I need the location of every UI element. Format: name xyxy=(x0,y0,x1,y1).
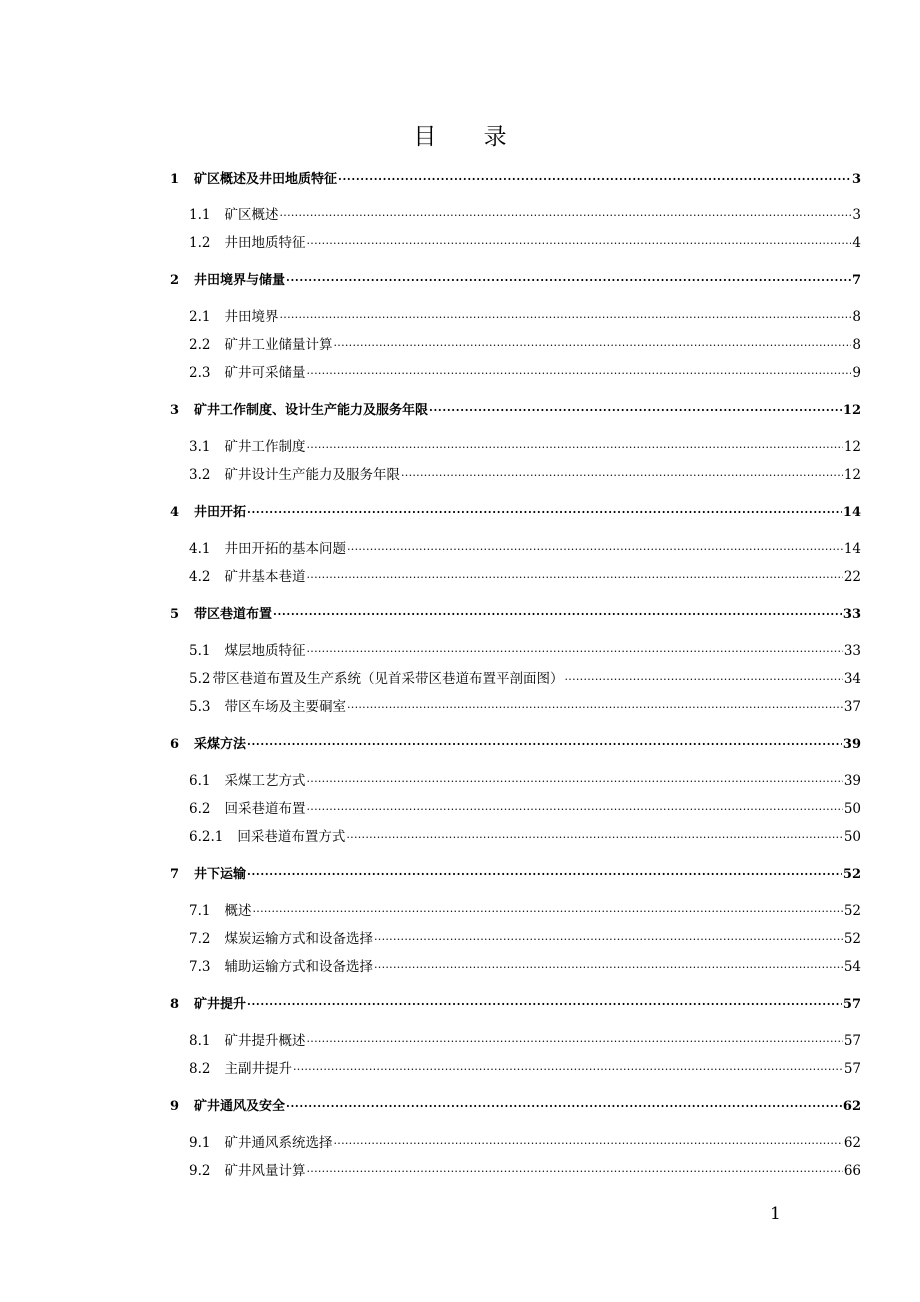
toc-entry-page: 12 xyxy=(843,467,861,483)
dot-leader xyxy=(279,206,851,220)
toc-entry-title: 矿井基本巷道 xyxy=(224,569,306,585)
toc-entry-title: 概述 xyxy=(224,903,252,919)
dot-leader xyxy=(306,772,842,786)
toc-entry-title: 矿井工作制度 xyxy=(224,439,306,455)
toc-entry-number: 1.1 xyxy=(189,207,211,223)
toc-entry-title: 主副井提升 xyxy=(224,1061,292,1077)
toc-entry-title: 矿井工业储量计算 xyxy=(224,337,333,353)
toc-section-entry[interactable] xyxy=(189,463,861,483)
dot-leader xyxy=(346,828,842,842)
dot-leader xyxy=(306,1162,842,1176)
dot-leader xyxy=(247,865,842,878)
toc-section-entry[interactable] xyxy=(189,435,861,455)
dot-leader xyxy=(306,364,851,378)
toc-entry-title: 采煤方法 xyxy=(194,737,247,752)
toc-section-entry[interactable] xyxy=(189,361,861,381)
toc-chapter-entry[interactable] xyxy=(170,168,861,187)
toc-entry-number: 5 xyxy=(170,607,180,622)
dot-leader xyxy=(286,271,851,284)
toc-section-entry[interactable] xyxy=(189,1029,861,1049)
toc-entry-page: 8 xyxy=(852,337,861,353)
toc-entry-number: 4 xyxy=(170,505,180,520)
toc-entry-page: 8 xyxy=(852,309,861,325)
dot-leader xyxy=(374,930,843,944)
toc-entry-number: 5.3 xyxy=(189,699,211,715)
toc-entry-number: 8.2 xyxy=(189,1061,211,1077)
toc-entry-page: 37 xyxy=(843,699,861,715)
toc-section-entry[interactable] xyxy=(189,955,861,975)
toc-chapter-entry[interactable] xyxy=(170,993,861,1012)
toc-entry-title: 带区车场及主要硐室 xyxy=(224,699,346,715)
toc-section-entry[interactable] xyxy=(189,899,861,919)
toc-chapter-entry[interactable] xyxy=(170,269,861,288)
dot-leader xyxy=(306,438,842,452)
toc-section-entry[interactable] xyxy=(189,797,861,817)
toc-entry-title: 井田开拓的基本问题 xyxy=(224,541,346,557)
toc-section-entry[interactable] xyxy=(189,565,861,585)
toc-entry-number: 7.2 xyxy=(189,931,211,947)
toc-entry-title: 矿井通风及安全 xyxy=(194,1099,286,1114)
toc-entry-number: 2 xyxy=(170,273,180,288)
toc-section-entry[interactable] xyxy=(189,639,861,659)
page-number: 1 xyxy=(770,1204,781,1224)
dot-leader xyxy=(306,568,842,582)
toc-entry-page: 33 xyxy=(842,607,861,622)
dot-leader xyxy=(338,170,851,183)
toc-entry-number: 2.1 xyxy=(189,309,211,325)
toc-entry-page: 3 xyxy=(852,207,861,223)
toc-section-entry[interactable] xyxy=(189,333,861,353)
toc-entry-page: 62 xyxy=(842,1099,861,1114)
toc-entry-number: 7.1 xyxy=(189,903,211,919)
toc-entry-page: 39 xyxy=(842,737,861,752)
toc-entry-page: 33 xyxy=(843,643,861,659)
toc-entry-number: 3.1 xyxy=(189,439,211,455)
toc-entry-title: 井下运输 xyxy=(194,867,247,882)
toc-entry-title: 矿区概述及井田地质特征 xyxy=(194,172,338,187)
toc-entry-number: 3 xyxy=(170,403,180,418)
toc-entry-number: 8 xyxy=(170,997,180,1012)
toc-entry-page: 66 xyxy=(843,1163,861,1179)
toc-chapter-entry[interactable] xyxy=(170,399,861,418)
page-title: 目 录 xyxy=(413,124,527,150)
toc-entry-title: 矿区概述 xyxy=(224,207,279,223)
dot-leader xyxy=(564,670,842,684)
toc-entry-page: 14 xyxy=(842,505,861,520)
toc-entry-page: 12 xyxy=(843,439,861,455)
toc-entry-number: 9.1 xyxy=(189,1135,211,1151)
toc-entry-page: 22 xyxy=(843,569,861,585)
toc-entry-title: 矿井风量计算 xyxy=(224,1163,306,1179)
toc-chapter-entry[interactable] xyxy=(170,1095,861,1114)
toc-entry-title: 带区巷道布置 xyxy=(194,607,273,622)
toc-entry-number: 1 xyxy=(170,172,180,187)
toc-chapter-entry[interactable] xyxy=(170,603,861,622)
toc-entry-page: 52 xyxy=(843,931,861,947)
toc-entry-title: 采煤工艺方式 xyxy=(224,773,306,789)
toc-entry-number: 6 xyxy=(170,737,180,752)
toc-entry-number: 1.2 xyxy=(189,235,211,251)
toc-section-entry[interactable] xyxy=(189,667,861,687)
dot-leader xyxy=(429,401,842,414)
toc-entry-title: 回采巷道布置方式 xyxy=(237,829,346,845)
toc-entry-title: 井田境界 xyxy=(224,309,279,325)
toc-entry-page: 14 xyxy=(843,541,861,557)
toc-entry-page: 39 xyxy=(843,773,861,789)
toc-entry-page: 57 xyxy=(843,1061,861,1077)
toc-entry-page: 34 xyxy=(843,671,861,687)
toc-chapter-entry[interactable] xyxy=(170,863,861,882)
toc-entry-number: 9.2 xyxy=(189,1163,211,1179)
toc-entry-number: 9 xyxy=(170,1099,180,1114)
toc-entry-title: 矿井提升概述 xyxy=(224,1033,306,1049)
dot-leader xyxy=(374,958,843,972)
toc-entry-page: 57 xyxy=(842,997,861,1012)
toc-entry-number: 7 xyxy=(170,867,180,882)
dot-leader xyxy=(306,1032,842,1046)
toc-entry-title: 辅助运输方式和设备选择 xyxy=(224,959,373,975)
toc-entry-page: 54 xyxy=(843,959,861,975)
toc-entry-title: 井田境界与储量 xyxy=(194,273,286,288)
dot-leader xyxy=(347,540,843,554)
toc-chapter-entry[interactable] xyxy=(170,501,861,520)
toc-entry-page: 62 xyxy=(843,1135,861,1151)
dot-leader xyxy=(306,234,851,248)
toc-entry-page: 57 xyxy=(843,1033,861,1049)
toc-section-entry[interactable] xyxy=(189,825,861,845)
toc-section-entry[interactable] xyxy=(189,203,861,223)
toc-entry-number: 6.2 xyxy=(189,801,211,817)
toc-entry-number: 5.1 xyxy=(189,643,211,659)
toc-entry-number: 2.3 xyxy=(189,365,211,381)
toc-entry-number: 6.2.1 xyxy=(189,829,224,845)
toc-section-entry[interactable] xyxy=(189,1159,861,1179)
dot-leader xyxy=(247,503,842,516)
toc-entry-title: 矿井工作制度、设计生产能力及服务年限 xyxy=(194,403,429,418)
toc-entry-title: 煤层地质特征 xyxy=(224,643,306,659)
toc-entry-page: 52 xyxy=(843,903,861,919)
dot-leader xyxy=(286,1097,842,1110)
toc-entry-page: 7 xyxy=(851,273,861,288)
toc-entry-number: 4.2 xyxy=(189,569,211,585)
toc-entry-title: 矿井通风系统选择 xyxy=(224,1135,333,1151)
toc-entry-title: 回采巷道布置 xyxy=(224,801,306,817)
toc-entry-page: 52 xyxy=(842,867,861,882)
dot-leader xyxy=(401,466,843,480)
toc-entry-title: 煤炭运输方式和设备选择 xyxy=(224,931,373,947)
dot-leader xyxy=(333,1134,842,1148)
toc-entry-page: 12 xyxy=(842,403,861,418)
toc-section-entry[interactable] xyxy=(189,1057,861,1077)
toc-entry-title: 矿井提升 xyxy=(194,997,247,1012)
toc-entry-page: 4 xyxy=(852,235,861,251)
dot-leader xyxy=(252,902,842,916)
toc-section-entry[interactable] xyxy=(189,1131,861,1151)
toc-section-entry[interactable] xyxy=(189,769,861,789)
dot-leader xyxy=(306,642,842,656)
toc-entry-title: 井田开拓 xyxy=(194,505,247,520)
toc-chapter-entry[interactable] xyxy=(170,733,861,752)
toc-entry-page: 50 xyxy=(843,801,861,817)
toc-entry-number: 7.3 xyxy=(189,959,211,975)
dot-leader xyxy=(279,308,851,322)
toc-entry-page: 50 xyxy=(843,829,861,845)
dot-leader xyxy=(273,605,842,618)
dot-leader xyxy=(306,800,842,814)
toc-section-entry[interactable] xyxy=(189,305,861,325)
toc-entry-number: 5.2 xyxy=(189,671,211,687)
dot-leader xyxy=(293,1060,843,1074)
dot-leader xyxy=(247,735,842,748)
toc-entry-number: 6.1 xyxy=(189,773,211,789)
toc-entry-number: 8.1 xyxy=(189,1033,211,1049)
toc-entry-page: 9 xyxy=(852,365,861,381)
dot-leader xyxy=(333,336,851,350)
toc-entry-title: 矿井可采储量 xyxy=(224,365,306,381)
toc-section-entry[interactable] xyxy=(189,537,861,557)
dot-leader xyxy=(247,995,842,1008)
toc-entry-page: 3 xyxy=(851,172,861,187)
toc-entry-title: 带区巷道布置及生产系统（见首采带区巷道布置平剖面图） xyxy=(212,671,564,687)
toc-entry-title: 井田地质特征 xyxy=(224,235,306,251)
toc-entry-number: 4.1 xyxy=(189,541,211,557)
dot-leader xyxy=(347,698,843,712)
toc-entry-number: 2.2 xyxy=(189,337,211,353)
toc-entry-number: 3.2 xyxy=(189,467,211,483)
toc-entry-title: 矿井设计生产能力及服务年限 xyxy=(224,467,400,483)
toc-section-entry[interactable] xyxy=(189,927,861,947)
toc-section-entry[interactable] xyxy=(189,695,861,715)
toc-section-entry[interactable] xyxy=(189,231,861,251)
